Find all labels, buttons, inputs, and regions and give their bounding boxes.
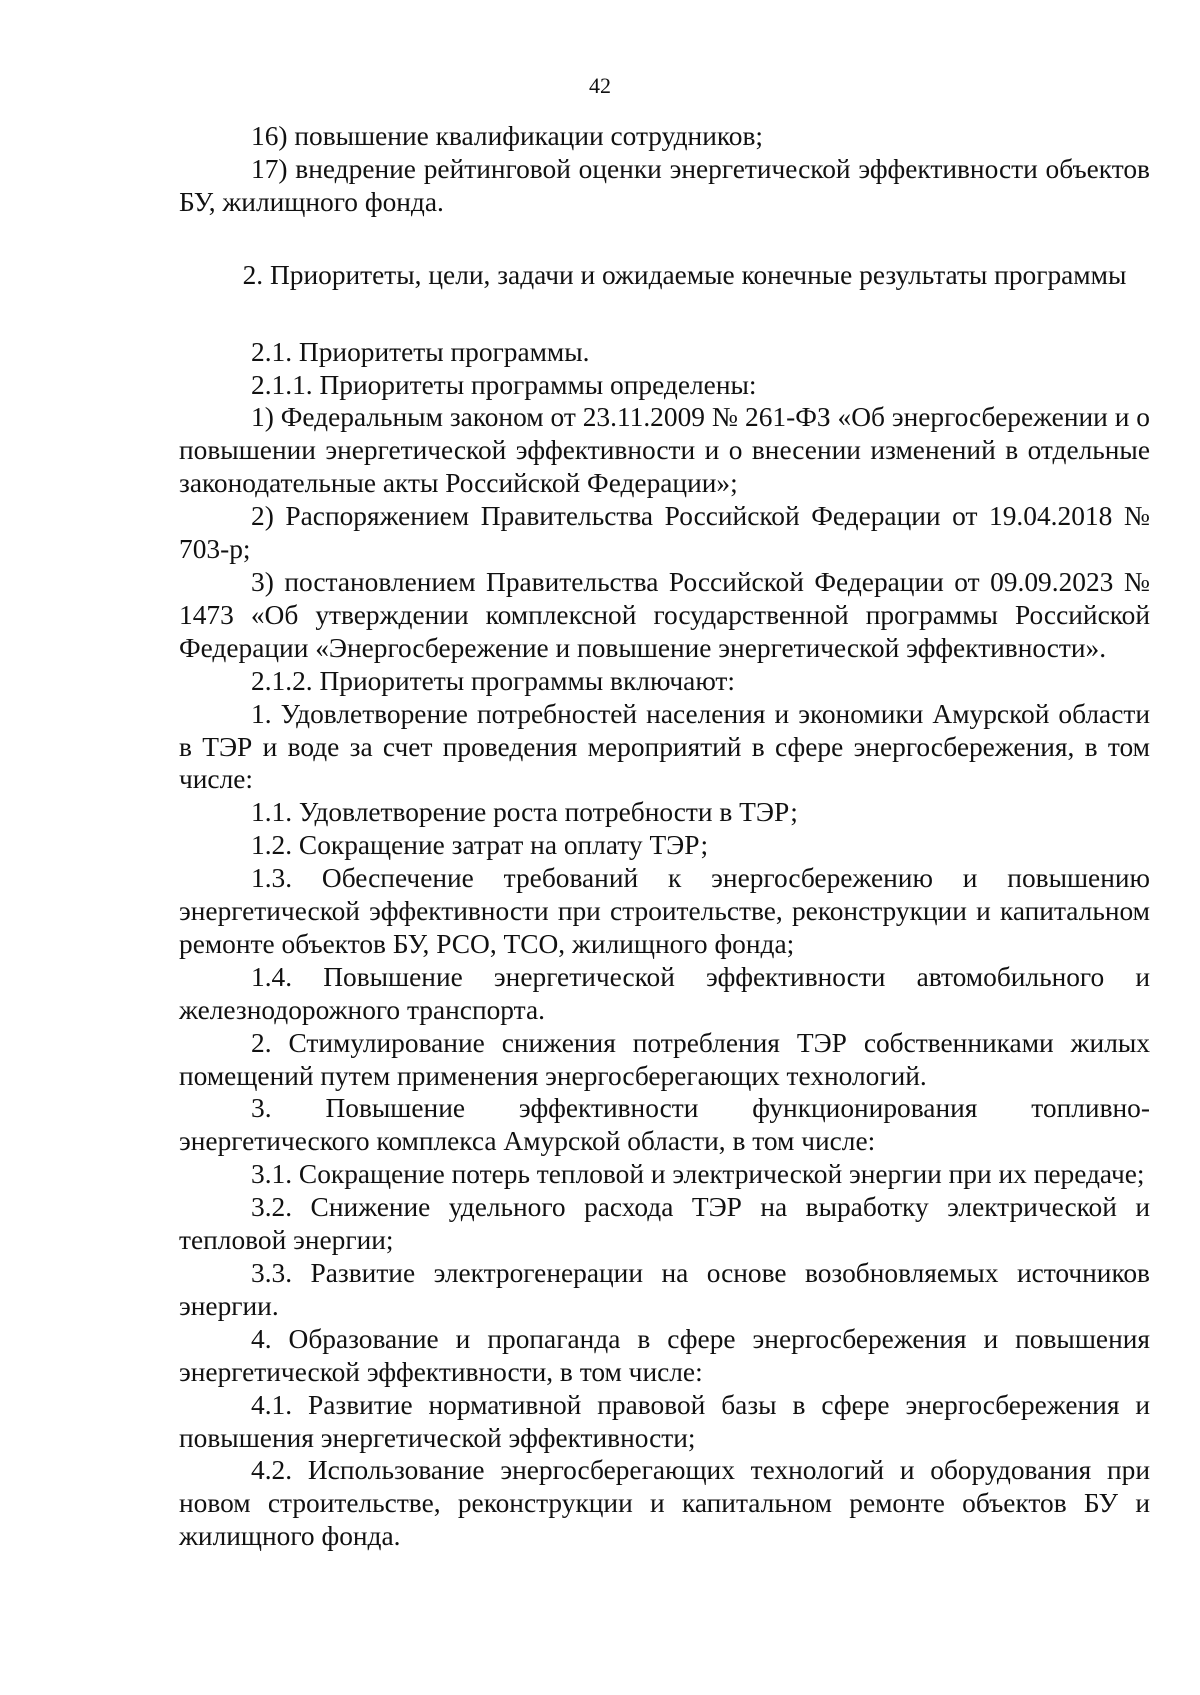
paragraph: 4. Образование и пропаганда в сфере энергосбережения и повышения энергетической эффективности, в том числе: — [179, 1323, 1150, 1387]
paragraph: 17) внедрение рейтинговой оценки энергетической эффективности объектов БУ, жилищного фонда. — [179, 153, 1150, 217]
paragraph: 2. Стимулирование снижения потребления ТЭР собственниками жилых помещений путем применения энергосберегающих технологий. — [179, 1027, 1150, 1091]
document-body — [179, 120, 1150, 1553]
paragraph: 1.1. Удовлетворение роста потребности в ТЭР; — [251, 797, 798, 828]
paragraph: 3.3. Развитие электрогенерации на основе возобновляемых источников энергии. — [179, 1258, 1150, 1321]
paragraph: 3.2. Снижение удельного расхода ТЭР на выработку электрической и тепловой энергии; — [179, 1192, 1150, 1256]
paragraph: 1. Удовлетворение потребностей населения и экономики Амурской области в ТЭР и воде за счет проведения мероприятий в сфере энергосбережения, в том числе: — [179, 698, 1150, 795]
paragraph: 1) Федеральным законом от 23.11.2009 № 261-ФЗ «Об энергосбережении и о повышении энергетической эффективности и о внесении изменений в отдельные законодательные акты Российской Федерации»; — [179, 402, 1150, 499]
paragraph: 16) повышение квалификации сотрудников; — [251, 121, 764, 151]
section-heading: 2. Приоритеты, цели, задачи и ожидаемые конечные результаты программы — [242, 259, 1127, 290]
paragraph: 3. Повышение эффективности функционирования топливно-энергетического комплекса Амурской области, в том числе: — [179, 1093, 1150, 1157]
paragraph: 1.2. Сокращение затрат на оплату ТЭР; — [251, 830, 709, 861]
page-number: 42 — [589, 73, 611, 98]
paragraph: 1.3. Обеспечение требований к энергосбережению и повышению энергетической эффективности при строительстве, реконструкции и капитальном ремонте объектов БУ, РСО, ТСО, жилищного фонда; — [179, 863, 1150, 959]
paragraph: 2.1.2. Приоритеты программы включают: — [251, 665, 736, 696]
paragraph: 4.1. Развитие нормативной правовой базы в сфере энергосбережения и повышения энергетической эффективности; — [179, 1389, 1150, 1453]
paragraph: 2.1. Приоритеты программы. — [251, 336, 590, 367]
paragraph: 2.1.1. Приоритеты программы определены: — [251, 369, 757, 400]
paragraph: 1.4. Повышение энергетической эффективности автомобильного и железнодорожного транспорта. — [179, 961, 1150, 1025]
paragraph: 4.2. Использование энергосберегающих технологий и оборудования при новом строительстве, реконструкции и капитальном ремонте объектов БУ и жилищного фонда. — [179, 1455, 1150, 1552]
paragraph: 2) Распоряжением Правительства Российской Федерации от 19.04.2018 № 703-р; — [179, 501, 1150, 565]
paragraph: 3.1. Сокращение потерь тепловой и электрической энергии при их передаче; — [251, 1159, 1145, 1190]
paragraph: 3) постановлением Правительства Российской Федерации от 09.09.2023 № 1473 «Об утверждении комплексной государственной программы Российской Федерации «Энергосбережение и повышение энергетической эффективности». — [179, 566, 1150, 663]
